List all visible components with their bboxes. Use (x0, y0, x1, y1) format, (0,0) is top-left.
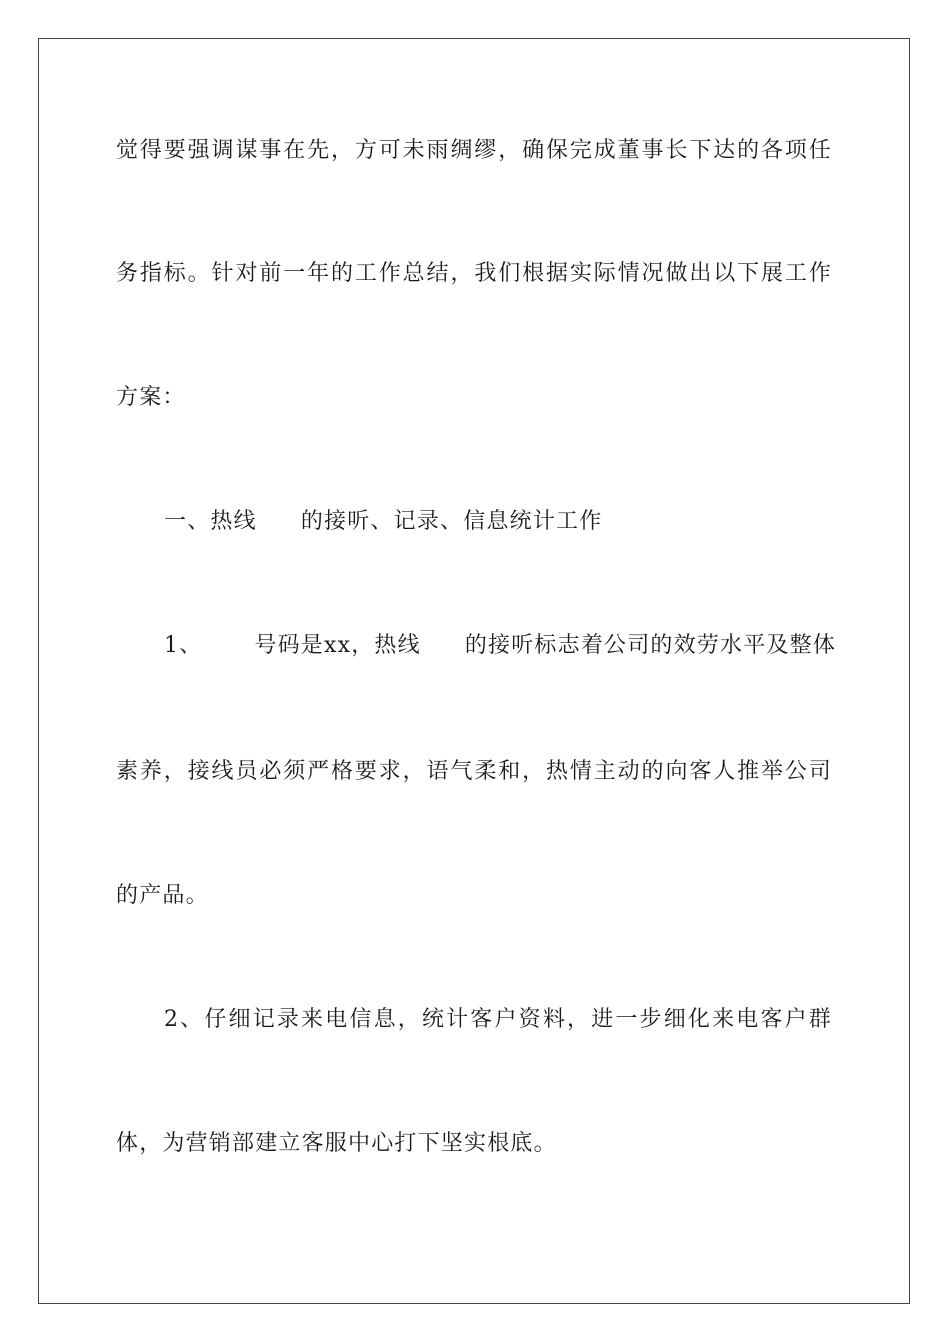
paragraph-line: 务指标。针对前一年的工作总结，我们根据实际情况做出以下展工作 (116, 261, 832, 286)
item-text: 的接听标志着公司的效劳水平及整体 (464, 633, 837, 658)
page-border (38, 38, 910, 1304)
paragraph-line: 素养，接线员必须严格要求，语气柔和，热情主动的向客人推举公司 (116, 759, 832, 784)
paragraph-line: 的产品。 (116, 883, 209, 908)
paragraph-line: 体，为营销部建立客服中心打下坚实根底。 (116, 1131, 557, 1156)
list-item: 2、仔细记录来电信息，统计客户资料，进一步细化来电客户群 (164, 1007, 832, 1032)
item-text: 号码是xx，热线 (254, 633, 421, 658)
paragraph-line: 方案： (116, 385, 186, 410)
list-item (164, 631, 837, 661)
heading-part: 一、热线 (164, 509, 257, 534)
item-number: 1、 (164, 633, 203, 658)
heading-part: 的接听、记录、信息统计工作 (300, 509, 603, 534)
paragraph-line: 觉得要强调谋事在先，方可未雨绸缪，确保完成董事长下达的各项任 (116, 138, 832, 163)
section-heading (164, 507, 832, 537)
